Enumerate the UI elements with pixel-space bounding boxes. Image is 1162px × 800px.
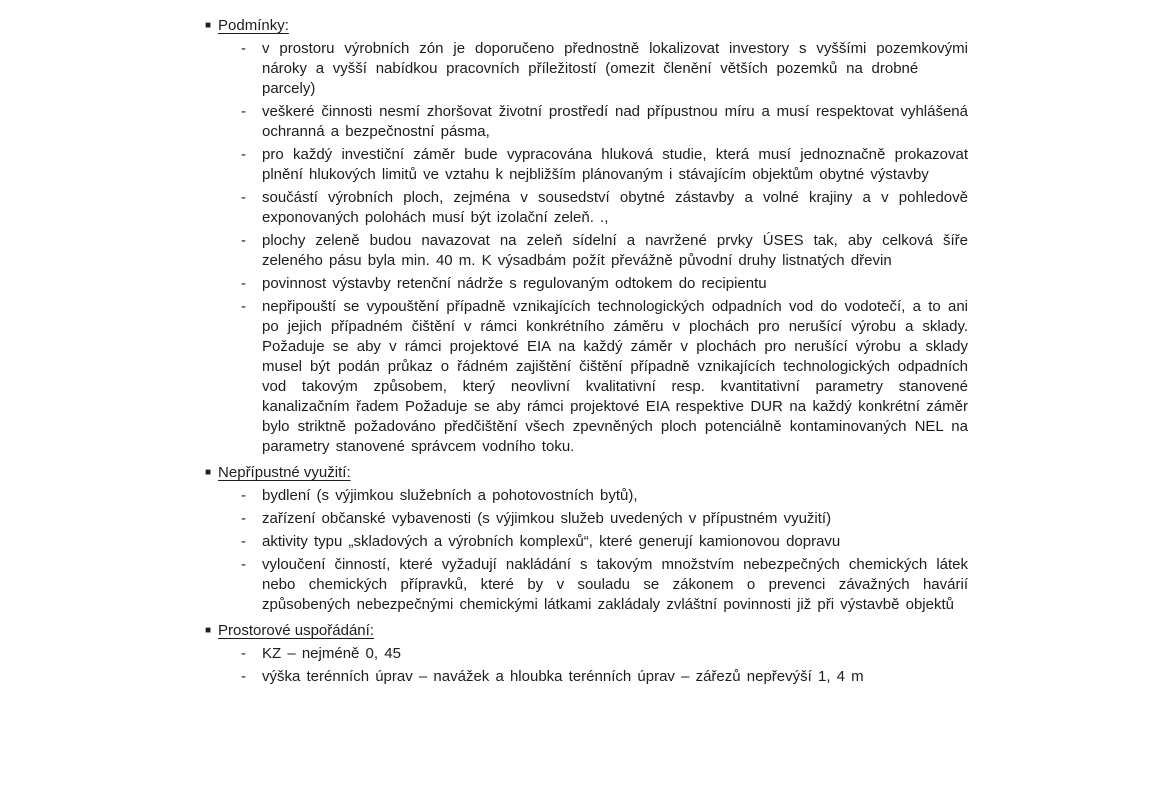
- section-heading: [205, 621, 968, 641]
- list-item: [205, 188, 968, 228]
- list-item-text: zařízení občanské vybavenosti (s výjimkou služeb uvedených v přípustném využití): [262, 510, 832, 527]
- list-item-text: nepřipouští se vypouštění případně vznikajících technologických odpadních vod do vodotečí, a to ani po jejich případném čištění v rámci konkrétního záměru v plochách pro nerušící výrobu a sklady. Požaduje se aby v rámci projektové EIA na každý záměr v plochách pro nerušící výrobu a sklady musel být podán průkaz o řádném zajištění čištění případně vznikajících technologických odpadních vod takovým způsobem, který neovlivní kvalitativní resp. kvantitativní parametry stanovené kanalizačním řadem Požaduje se aby rámci projektové EIA respektive DUR na každý konkrétní záměr bylo striktně požadováno předčištění všech zpevněných ploch potenciálně kontaminovaných NEL na parametry stanovené správcem vodního toku.: [262, 298, 968, 455]
- list-item-text: aktivity typu „skladových a výrobních komplexů“, které generují kamionovou dopravu: [262, 533, 841, 550]
- list-item-text: vyloučení činností, které vyžadují nakládání s takovým množstvím nebezpečných chemických látek nebo chemických přípravků, které by v souladu se zákonem o prevenci závažných havárií způsobených nebezpečnými chemickými látkami zakládaly zvláštní povinnosti již při výstavbě objektů: [262, 556, 968, 613]
- list-item: [205, 532, 968, 552]
- list-item: [205, 102, 968, 142]
- section-title: Prostorové uspořádání:: [218, 622, 374, 639]
- square-bullet-icon: ■: [205, 625, 212, 636]
- section-nepripustne-vyuziti: [205, 463, 968, 615]
- square-bullet-icon: ■: [205, 20, 212, 31]
- section-heading: [205, 16, 968, 36]
- list-item-text: v prostoru výrobních zón je doporučeno přednostně lokalizovat investory s vyššími pozemkovými nároky a vyšší nabídkou pracovních příležitostí (omezit členění větších pozemků na drobné parcely): [262, 40, 968, 97]
- square-bullet-icon: ■: [205, 467, 212, 478]
- list-item-text: plochy zeleně budou navazovat na zeleň sídelní a navržené prvky ÚSES tak, aby celková šíře zeleného pásu byla min. 40 m. K výsadbám požít převážně původní druhy listnatých dřevin: [262, 232, 968, 269]
- list-item: [205, 667, 968, 687]
- list-item: [205, 39, 968, 99]
- list-item-text: součástí výrobních ploch, zejména v sousedství obytné zástavby a volné krajiny a v pohledově exponovaných polohách musí být izolační zeleň. .,: [262, 189, 968, 226]
- section-title: Nepřípustné využití:: [218, 464, 351, 481]
- dash-bullet-icon: -: [241, 668, 246, 685]
- list-item-text: KZ – nejméně 0, 45: [262, 645, 401, 662]
- dash-bullet-icon: -: [241, 645, 246, 662]
- list-item: [205, 486, 968, 506]
- list-item-text: povinnost výstavby retenční nádrže s regulovaným odtokem do recipientu: [262, 275, 767, 292]
- dash-bullet-icon: -: [241, 556, 246, 573]
- list-item: [205, 274, 968, 294]
- section-prostorove-usporadani: [205, 621, 968, 687]
- list-item: [205, 644, 968, 664]
- dash-bullet-icon: -: [241, 275, 246, 292]
- dash-bullet-icon: -: [241, 40, 246, 57]
- dash-bullet-icon: -: [241, 510, 246, 527]
- dash-bullet-icon: -: [241, 189, 246, 206]
- list-item-text: pro každý investiční záměr bude vypracována hluková studie, která musí jednoznačně prokazovat plnění hlukových limitů ve vztahu k nejbližším plánovaným i stávajícím objektům obytné výstavby: [262, 146, 968, 183]
- list-item: [205, 509, 968, 529]
- list-item-text: výška terénních úprav – navážek a hloubka terénních úprav – zářezů nepřevýší 1, 4 m: [262, 668, 864, 685]
- dash-bullet-icon: -: [241, 232, 246, 249]
- section-podminky: [205, 16, 968, 457]
- dash-bullet-icon: -: [241, 533, 246, 550]
- list-item-text: bydlení (s výjimkou služebních a pohotovostních bytů),: [262, 487, 638, 504]
- section-title: Podmínky:: [218, 17, 289, 34]
- list-item: [205, 555, 968, 615]
- section-heading: [205, 463, 968, 483]
- list-item: [205, 145, 968, 185]
- dash-bullet-icon: -: [241, 103, 246, 120]
- list-item: [205, 231, 968, 271]
- list-item-text: veškeré činnosti nesmí zhoršovat životní prostředí nad přípustnou míru a musí respektovat vyhlášená ochranná a bezpečnostní pásma,: [262, 103, 968, 140]
- dash-bullet-icon: -: [241, 146, 246, 163]
- list-item: [205, 297, 968, 457]
- dash-bullet-icon: -: [241, 487, 246, 504]
- dash-bullet-icon: -: [241, 298, 246, 315]
